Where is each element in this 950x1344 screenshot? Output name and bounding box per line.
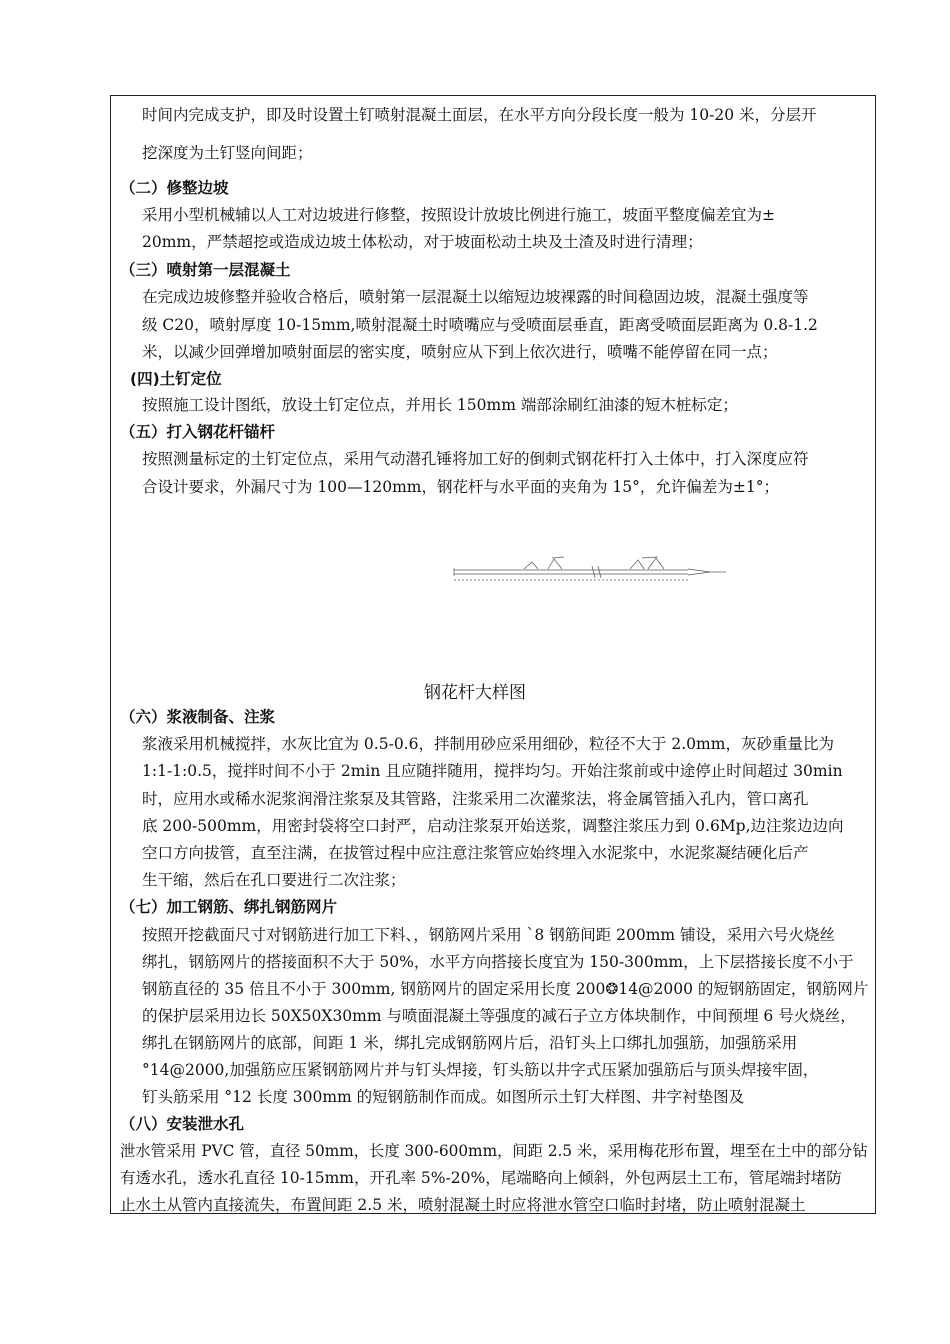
text-line: 绑扎在钢筋网片的底部，间距 1 米，绑扎完成钢筋网片后，沿钉头上口绑扎加强筋，加强筋采用 — [142, 1034, 798, 1052]
text-line: 止水土从管内直接流失，布置间距 2.5 米，喷射混凝土时应将泄水管空口临时封堵，防止喷射混凝土 — [120, 1196, 806, 1214]
section-heading: （七）加工钢筋、绑扎钢筋网片 — [120, 898, 338, 916]
text-line: 合设计要求，外漏尺寸为 100—120mm，钢花杆与水平面的夹角为 15°，允许偏差为±1°； — [142, 478, 779, 496]
text-line: 按照测量标定的土钉定位点，采用气动潜孔锤将加工好的倒刺式钢花杆打入土体中，打入深度应符 — [142, 450, 809, 468]
text-line: 钢筋直径的 35 倍且不小于 300mm, 钢筋网片的固定采用长度 200❂14@2000 的短钢筋固定，钢筋网片 — [142, 980, 869, 998]
text-line: 的保护层采用边长 50X50X30mm 与喷面混凝土等强度的减石子立方体块制作，中间预埋 6 号火烧丝， — [142, 1007, 856, 1025]
text-line: 1:1-1:0.5，搅拌时间不小于 2min 且应随拌随用，搅拌均匀。开始注浆前或中途停止时间超过 30min — [142, 762, 843, 780]
section-heading: (四)土钉定位 — [130, 370, 222, 388]
text-line: 在完成边坡修整并验收合格后，喷射第一层混凝土以缩短边坡裸露的时间稳固边坡，混凝土强度等 — [142, 288, 809, 306]
section-heading: （三）喷射第一层混凝土 — [120, 261, 291, 279]
text-line: 按照施工设计图纸，放设土钉定位点，并用长 150mm 端部涂刷红油漆的短木桩标定； — [142, 396, 738, 414]
text-line: °14@2000,加强筋应压紧钢筋网片并与钉头焊接，钉头筋以井字式压紧加强筋后与顶头焊接牢固， — [142, 1061, 819, 1079]
figure-caption: 钢花杆大样图 — [424, 683, 526, 703]
text-line: 有透水孔，透水孔直径 10-15mm，开孔率 5%-20%，尾端略向上倾斜，外包两层土工布，管尾端封堵防 — [120, 1169, 842, 1187]
text-line: 泄水管采用 PVC 管，直径 50mm，长度 300-600mm，间距 2.5 米，采用梅花形布置，埋至在土中的部分钻 — [120, 1142, 868, 1160]
text-line: 采用小型机械辅以人工对边坡进行修整，按照设计放坡比例进行施工，坡面平整度偏差宜为± — [142, 206, 775, 224]
section-heading: （八）安装泄水孔 — [120, 1115, 245, 1133]
text-line: 钉头筋采用 °12 长度 300mm 的短钢筋制作而成。如图所示土钉大样图、井字衬垫图及 — [142, 1088, 745, 1106]
text-line: 底 200-500mm，用密封袋将空口封严，启动注浆泵开始送浆，调整注浆压力到 0.6Mp,边注浆边边向 — [142, 817, 844, 835]
text-line: 级 C20，喷射厚度 10-15mm,喷射混凝土时喷嘴应与受喷面层垂直，距离受喷面层距离为 0.8-1.2 — [142, 316, 818, 334]
text-line: 按照开挖截面尺寸对钢筋进行加工下料、，钢筋网片采用 ˋ8 钢筋间距 200mm 铺设，采用六号火烧丝 — [142, 926, 836, 944]
text-line: 时间内完成支护，即及时设置土钉喷射混凝土面层，在水平方向分段长度一般为 10-20 米，分层开 — [142, 106, 817, 124]
text-line: 生干缩，然后在孔口要进行二次注浆； — [142, 871, 406, 889]
section-heading: （五）打入钢花杆锚杆 — [120, 423, 276, 441]
text-line: 空口方向拔管，直至注满，在拔管过程中应注意注浆管应始终埋入水泥浆中，水泥浆凝结硬化后产 — [142, 844, 809, 862]
text-line: 20mm，严禁超挖或造成边坡土体松动，对于坡面松动土块及土渣及时进行清理； — [142, 233, 703, 251]
section-heading: （二）修整边坡 — [120, 179, 229, 197]
text-line: 米，以减少回弹增加喷射面层的密实度，喷射应从下到上依次进行，喷嘴不能停留在同一点； — [142, 343, 778, 361]
text-line: 绑扎，钢筋网片的搭接面积不大于 50%，水平方向搭接长度宜为 150-300mm，上下层搭接长度不小于 — [142, 953, 854, 971]
text-line: 浆液采用机械搅拌，水灰比宜为 0.5-0.6，拌制用砂应采用细砂，粒径不大于 2.0mm，灰砂重量比为 — [142, 735, 834, 753]
text-line: 时，应用水或稀水泥浆润滑注浆泵及其管路，注浆采用二次灌浆法，将金属管插入孔内，管口离孔 — [142, 790, 809, 808]
text-line: 挖深度为土钉竖向间距； — [142, 144, 313, 162]
anchor-rod-detail-drawing — [452, 556, 728, 586]
section-heading: （六）浆液制备、注浆 — [120, 708, 276, 726]
